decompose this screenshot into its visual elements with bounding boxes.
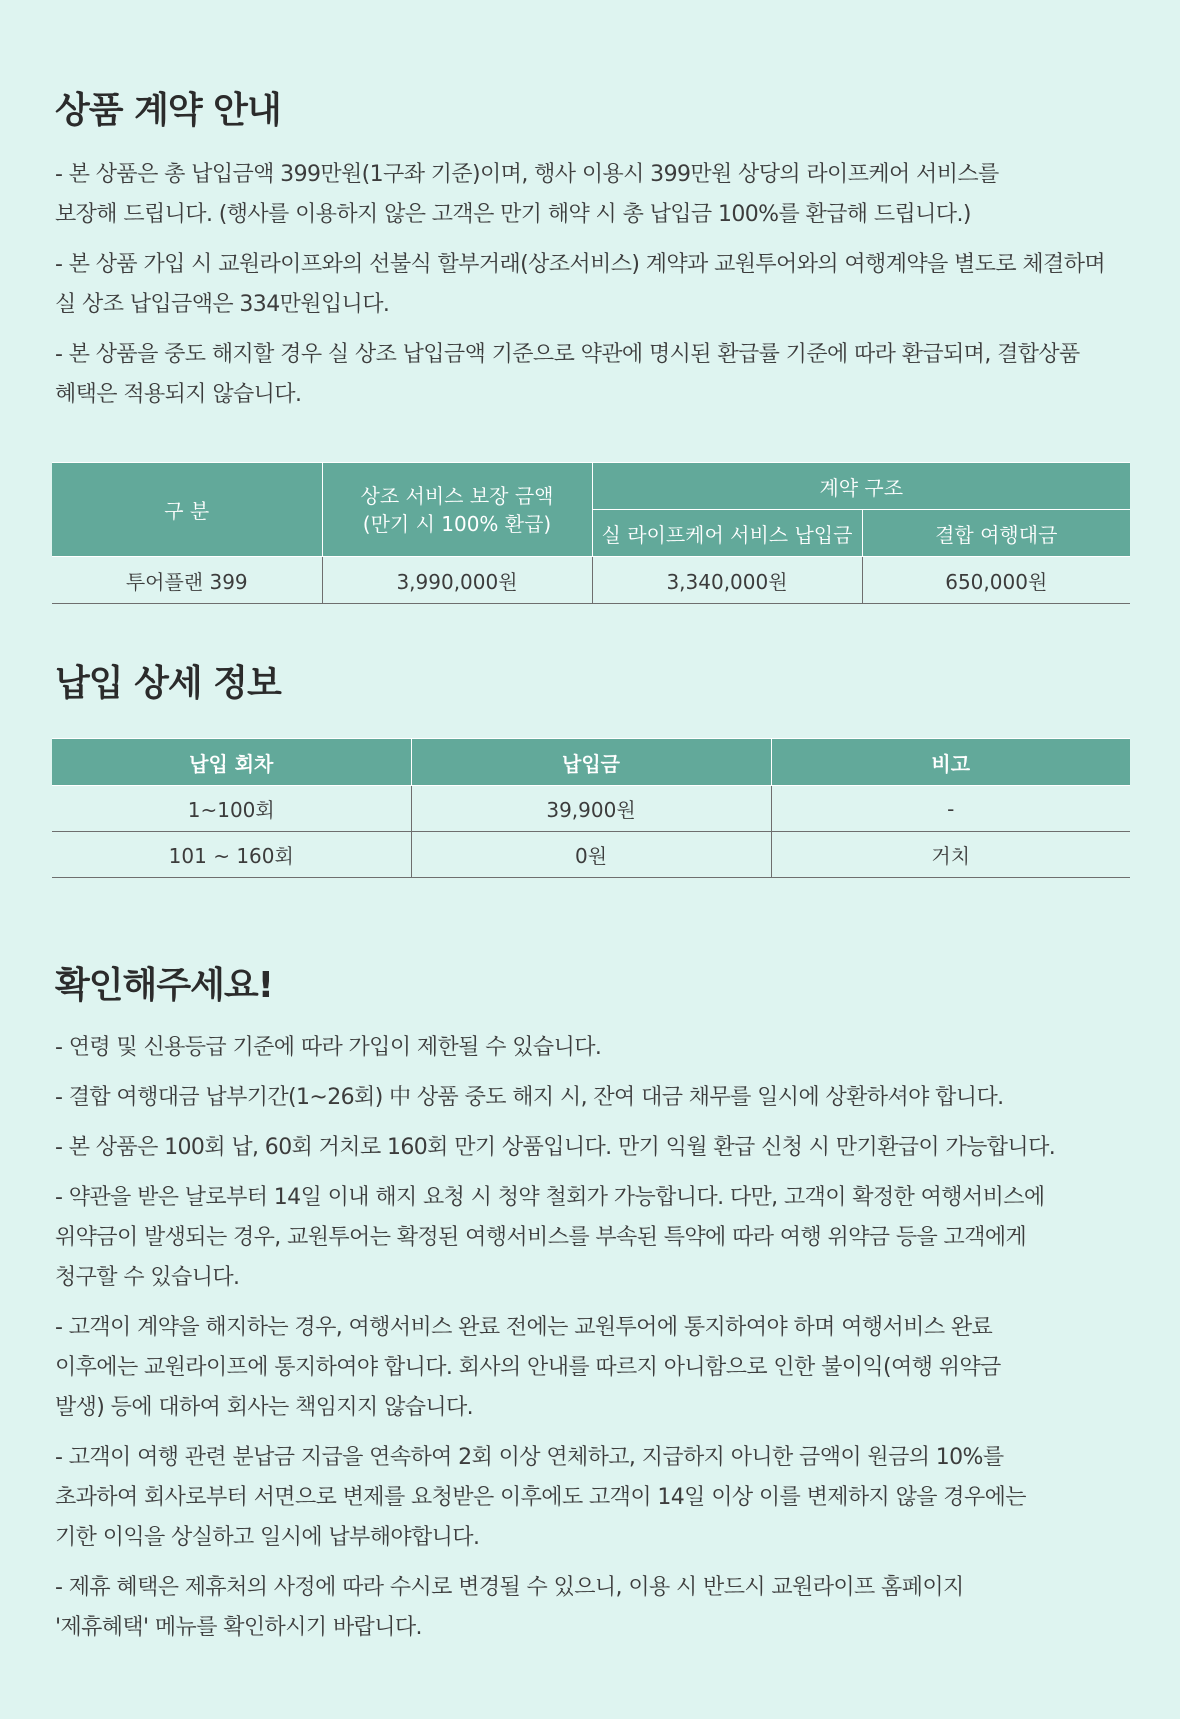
text-line: - 고객이 여행 관련 분납금 지급을 연속하여 2회 이상 연체하고, 지급하지 아니한 금액이 원금의 10%를 bbox=[55, 1445, 1004, 1470]
table-row bbox=[52, 557, 1130, 604]
text-line: - 본 상품을 중도 해지할 경우 실 상조 납입금액 기준으로 약관에 명시된 환급률 기준에 따라 환급되며, 결합상품 bbox=[55, 342, 1080, 367]
text-line: - 본 상품 가입 시 교원라이프와의 선불식 할부거래(상조서비스) 계약과 교원투어와의 여행계약을 별도로 체결하며 bbox=[55, 252, 1106, 277]
header-lifecare-payment: 실 라이프케어 서비스 납입금 bbox=[592, 510, 862, 557]
cell-guarantee: 3,990,000원 bbox=[322, 557, 592, 604]
text-line: 보장해 드립니다. (행사를 이용하지 않은 고객은 만기 해약 시 총 납입금 100%를 환급해 드립니다.) bbox=[55, 202, 971, 227]
paragraph bbox=[55, 155, 1135, 235]
table-row bbox=[52, 786, 1130, 832]
header-guarantee-line2: (만기 시 100% 환급) bbox=[362, 511, 552, 536]
header-note: 비고 bbox=[771, 739, 1130, 786]
paragraph bbox=[55, 245, 1135, 325]
cell-amount: 39,900원 bbox=[411, 786, 771, 832]
cell-amount: 0원 bbox=[411, 832, 771, 878]
cell-plan-name: 투어플랜 399 bbox=[52, 557, 322, 604]
contract-structure-table bbox=[52, 462, 1130, 604]
paragraph bbox=[55, 1128, 1135, 1168]
text-line: - 약관을 받은 날로부터 14일 이내 해지 요청 시 청약 철회가 가능합니다. 다만, 고객이 확정한 여행서비스에 bbox=[55, 1185, 1045, 1210]
text-line: - 제휴 혜택은 제휴처의 사정에 따라 수시로 변경될 수 있으니, 이용 시 반드시 교원라이프 홈페이지 bbox=[55, 1575, 964, 1600]
header-amount: 납입금 bbox=[411, 739, 771, 786]
paragraph bbox=[55, 1178, 1135, 1298]
paragraph bbox=[55, 1078, 1135, 1118]
header-guarantee bbox=[322, 463, 592, 557]
cell-note: - bbox=[771, 786, 1130, 832]
text-line: 혜택은 적용되지 않습니다. bbox=[55, 382, 302, 407]
text-line: 청구할 수 있습니다. bbox=[55, 1265, 240, 1290]
header-division: 구 분 bbox=[52, 463, 322, 557]
header-installment: 납입 회차 bbox=[52, 739, 411, 786]
paragraph bbox=[55, 1028, 1135, 1068]
paragraph bbox=[55, 1568, 1135, 1648]
paragraph bbox=[55, 335, 1135, 415]
text-line: 기한 이익을 상실하고 일시에 납부해야합니다. bbox=[55, 1525, 480, 1550]
text-line: 위약금이 발생되는 경우, 교원투어는 확정된 여행서비스를 부속된 특약에 따라 여행 위약금 등을 고객에게 bbox=[55, 1225, 1027, 1250]
section-title-payment-details: 납입 상세 정보 bbox=[55, 663, 281, 704]
text-line: - 고객이 계약을 해지하는 경우, 여행서비스 완료 전에는 교원투어에 통지하여야 하며 여행서비스 완료 bbox=[55, 1315, 993, 1340]
cell-note: 거치 bbox=[771, 832, 1130, 878]
text-line: - 연령 및 신용등급 기준에 따라 가입이 제한될 수 있습니다. bbox=[55, 1035, 602, 1060]
header-guarantee-line1: 상조 서비스 보장 금액 bbox=[360, 483, 554, 508]
text-line: '제휴혜택' 메뉴를 확인하시기 바랍니다. bbox=[55, 1615, 422, 1640]
text-line: 초과하여 회사로부터 서면으로 변제를 요청받은 이후에도 고객이 14일 이상 이를 변제하지 않을 경우에는 bbox=[55, 1485, 1026, 1510]
text-line: 실 상조 납입금액은 334만원입니다. bbox=[55, 292, 390, 317]
payment-details-table bbox=[52, 738, 1130, 878]
cell-installment: 1~100회 bbox=[52, 786, 411, 832]
cell-travel: 650,000원 bbox=[862, 557, 1130, 604]
text-line: 발생) 등에 대하여 회사는 책임지지 않습니다. bbox=[55, 1395, 474, 1420]
please-check-text bbox=[55, 1028, 1135, 1658]
table-row bbox=[52, 832, 1130, 878]
text-line: - 결합 여행대금 납부기간(1~26회) 中 상품 중도 해지 시, 잔여 대금 채무를 일시에 상환하셔야 합니다. bbox=[55, 1085, 1004, 1110]
text-line: 이후에는 교원라이프에 통지하여야 합니다. 회사의 안내를 따르지 아니함으로 인한 불이익(여행 위약금 bbox=[55, 1355, 1001, 1380]
paragraph bbox=[55, 1438, 1135, 1558]
section-title-please-check: 확인해주세요! bbox=[55, 965, 274, 1006]
paragraph bbox=[55, 1308, 1135, 1428]
header-contract-structure: 계약 구조 bbox=[592, 463, 1130, 510]
cell-lifecare: 3,340,000원 bbox=[592, 557, 862, 604]
section-title-contract-info: 상품 계약 안내 bbox=[55, 90, 281, 131]
header-travel-payment: 결합 여행대금 bbox=[862, 510, 1130, 557]
text-line: - 본 상품은 100회 납, 60회 거치로 160회 만기 상품입니다. 만기 익월 환급 신청 시 만기환급이 가능합니다. bbox=[55, 1135, 1056, 1160]
text-line: - 본 상품은 총 납입금액 399만원(1구좌 기준)이며, 행사 이용시 399만원 상당의 라이프케어 서비스를 bbox=[55, 162, 999, 187]
contract-info-text bbox=[55, 155, 1135, 425]
cell-installment: 101 ~ 160회 bbox=[52, 832, 411, 878]
